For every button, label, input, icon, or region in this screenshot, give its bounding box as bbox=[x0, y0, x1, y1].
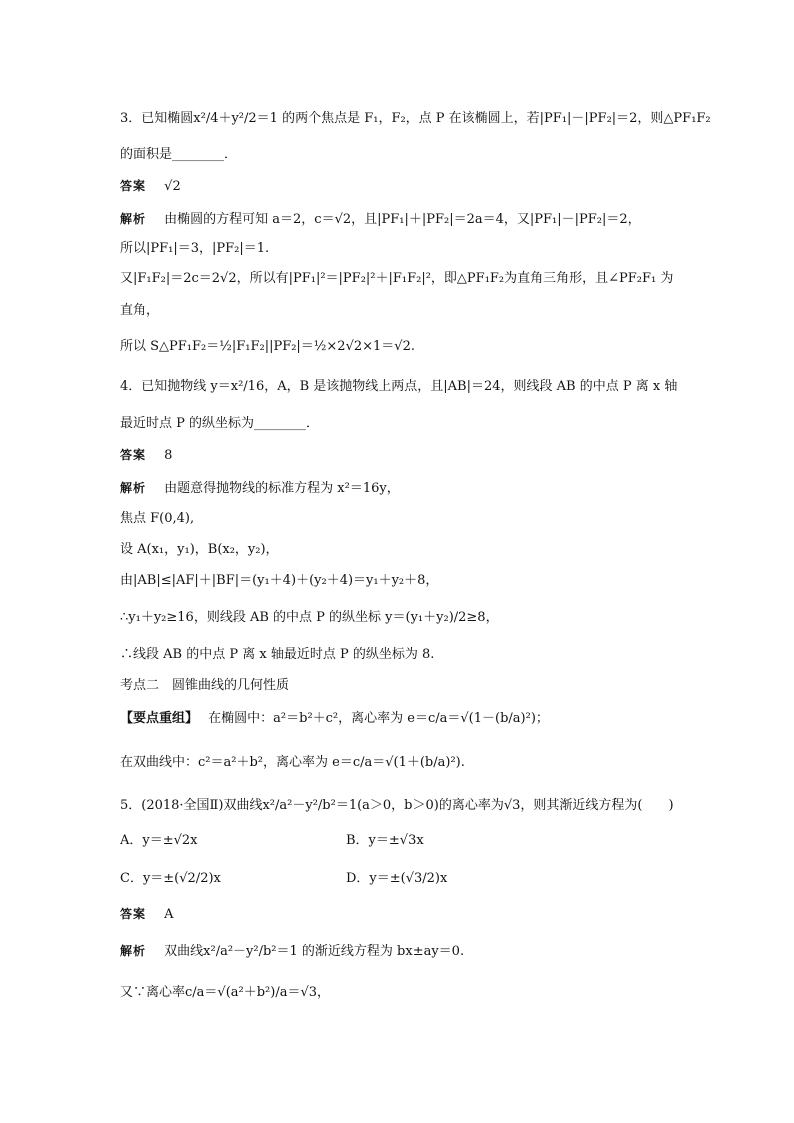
key-points-line1 bbox=[120, 710, 549, 728]
q5-stem: 5．(2018·全国Ⅱ)双曲线x²/a²－y²/b²＝1(a＞0，b＞0)的离心率为√3，则其渐近线方程为( ) bbox=[120, 798, 674, 813]
analysis-label: 解析 bbox=[120, 212, 147, 226]
q3-stem-line1: 3．已知椭圆x²/4＋y²/2＝1 的两个焦点是 F₁，F₂，点 P 在该椭圆上，若|PF₁|－|PF₂|＝2，则△PF₁F₂ bbox=[120, 111, 711, 126]
answer-value: √2 bbox=[164, 179, 181, 194]
q3-analysis-line5: 所以 S△PF₁F₂＝½|F₁F₂||PF₂|＝½×2√2×1＝√2. bbox=[120, 339, 415, 354]
analysis-text: 双曲线x²/a²－y²/b²＝1 的渐近线方程为 bx±ay＝0. bbox=[164, 944, 465, 959]
q4-analysis-line5: ∴y₁＋y₂≥16，则线段 AB 的中点 P 的纵坐标 y＝(y₁＋y₂)/2≥8， bbox=[120, 610, 499, 625]
q4-analysis-line2: 焦点 F(0,4), bbox=[120, 511, 195, 526]
answer-value: 8 bbox=[164, 448, 173, 463]
key-points-label: 【要点重组】 bbox=[120, 711, 199, 726]
q5-option-c: C．y＝±(√2/2)x bbox=[120, 871, 221, 886]
key-points-text: 在椭圆中：a²＝b²＋c²，离心率为 e＝c/a＝√(1－(b/a)²)； bbox=[208, 711, 549, 726]
answer-label: 答案 bbox=[120, 179, 147, 193]
q5-option-a: A．y＝±√2x bbox=[120, 833, 198, 848]
q3-analysis-line2: 所以|PF₁|＝3，|PF₂|＝1. bbox=[120, 241, 270, 256]
q4-stem-line1: 4．已知抛物线 y＝x²/16，A，B 是该抛物线上两点，且|AB|＝24，则线段 AB 的中点 P 离 x 轴 bbox=[120, 379, 678, 394]
analysis-label: 解析 bbox=[120, 481, 147, 495]
answer-label: 答案 bbox=[120, 907, 147, 921]
q4-answer bbox=[120, 446, 172, 465]
q4-analysis-line1 bbox=[120, 479, 400, 498]
q5-analysis-line1 bbox=[120, 942, 464, 961]
q5-answer bbox=[120, 905, 174, 924]
q4-analysis-line4: 由|AB|≤|AF|＋|BF|＝(y₁＋4)＋(y₂＋4)＝y₁＋y₂＋8， bbox=[120, 573, 439, 588]
analysis-label: 解析 bbox=[120, 944, 147, 958]
q3-analysis-line4: 直角， bbox=[120, 303, 160, 318]
analysis-text: 由椭圆的方程可知 a＝2，c＝√2，且|PF₁|＋|PF₂|＝2a＝4，又|PF₁|－|PF₂|＝2， bbox=[164, 212, 641, 227]
q5-option-d: D．y＝±(√3/2)x bbox=[346, 871, 448, 886]
answer-value: A bbox=[164, 907, 174, 922]
q3-analysis-line1 bbox=[120, 210, 641, 229]
analysis-text: 由题意得抛物线的标准方程为 x²＝16y， bbox=[164, 481, 400, 496]
q5-option-b: B．y＝±√3x bbox=[346, 833, 424, 848]
q4-analysis-line3: 设 A(x₁，y₁)，B(x₂，y₂)， bbox=[120, 542, 279, 557]
section-title: 考点二 圆锥曲线的几何性质 bbox=[120, 678, 290, 693]
q4-analysis-line6: ∴线段 AB 的中点 P 离 x 轴最近时点 P 的纵坐标为 8. bbox=[120, 647, 435, 662]
key-points-line2: 在双曲线中：c²＝a²＋b²，离心率为 e＝c/a＝√(1＋(b/a)²). bbox=[120, 755, 465, 770]
q5-analysis-line2: 又∵离心率c/a＝√(a²＋b²)/a＝√3， bbox=[120, 985, 331, 1000]
q3-answer bbox=[120, 177, 181, 196]
answer-label: 答案 bbox=[120, 448, 147, 462]
q3-analysis-line3: 又|F₁F₂|＝2c＝2√2，所以有|PF₁|²＝|PF₂|²＋|F₁F₂|²，即△PF₁F₂为直角三角形，且∠PF₂F₁ 为 bbox=[120, 271, 674, 286]
q3-stem-line2: 的面积是________． bbox=[120, 147, 238, 162]
q4-stem-line2: 最近时点 P 的纵坐标为________． bbox=[120, 416, 320, 431]
